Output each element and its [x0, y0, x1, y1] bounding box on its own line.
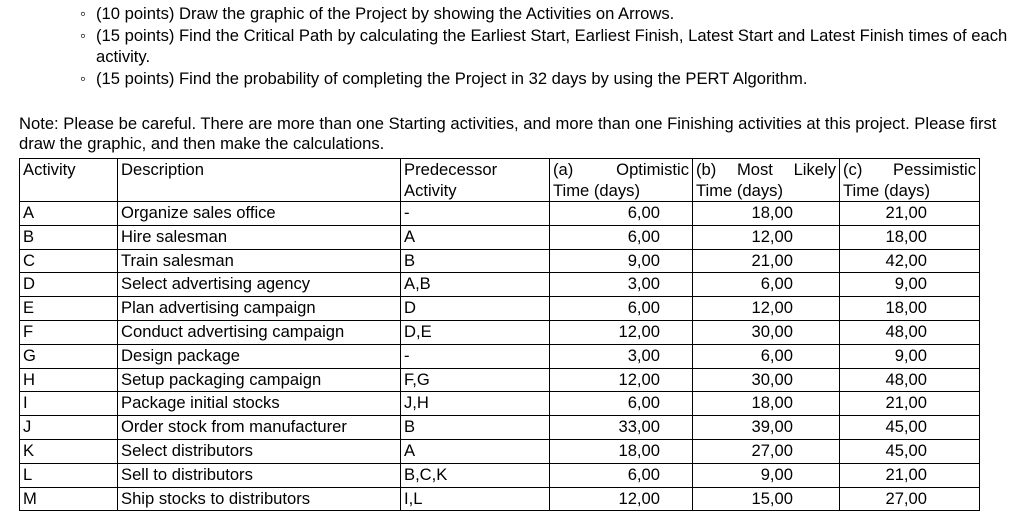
cell-description: Select distributors	[118, 439, 401, 463]
table-row	[20, 368, 980, 392]
bullet-icon: ◦	[80, 4, 86, 23]
cell-optimistic: 12,00	[550, 368, 693, 392]
table-row	[20, 487, 980, 511]
table-row	[20, 225, 980, 249]
cell-pessimistic: 9,00	[840, 273, 980, 297]
cell-pessimistic: 45,00	[840, 416, 980, 440]
cell-description: Sell to distributors	[118, 463, 401, 487]
header-predecessor: Predecessor Activity	[401, 159, 550, 202]
cell-activity: I	[20, 392, 118, 416]
table-row	[20, 392, 980, 416]
note-text: Note: Please be careful. There are more than one Starting activities, and more than one Finishing activities at this project. Please first draw the graphic, and then make the calculations.	[19, 114, 997, 153]
cell-description: Train salesman	[118, 249, 401, 273]
cell-description: Plan advertising campaign	[118, 297, 401, 321]
cell-description: Ship stocks to distributors	[118, 487, 401, 511]
cell-activity: E	[20, 297, 118, 321]
cell-optimistic: 33,00	[550, 416, 693, 440]
cell-optimistic: 6,00	[550, 463, 693, 487]
cell-optimistic: 6,00	[550, 225, 693, 249]
cell-optimistic: 6,00	[550, 392, 693, 416]
cell-optimistic: 9,00	[550, 249, 693, 273]
cell-pessimistic: 18,00	[840, 297, 980, 321]
cell-pessimistic: 21,00	[840, 463, 980, 487]
cell-pessimistic: 27,00	[840, 487, 980, 511]
cell-most-likely: 6,00	[693, 273, 840, 297]
cell-optimistic: 6,00	[550, 297, 693, 321]
cell-predecessor: -	[401, 344, 550, 368]
cell-optimistic: 3,00	[550, 344, 693, 368]
cell-optimistic: 18,00	[550, 439, 693, 463]
table-row	[20, 416, 980, 440]
cell-description: Organize sales office	[118, 202, 401, 226]
table-row	[20, 439, 980, 463]
cell-description: Hire salesman	[118, 225, 401, 249]
cell-pessimistic: 45,00	[840, 439, 980, 463]
cell-most-likely: 18,00	[693, 202, 840, 226]
cell-activity: B	[20, 225, 118, 249]
task-item: ◦ (15 points) Find the probability of completing the Project in 32 days by using the PERT Algorithm.	[80, 68, 808, 88]
cell-most-likely: 39,00	[693, 416, 840, 440]
cell-most-likely: 30,00	[693, 320, 840, 344]
cell-pessimistic: 21,00	[840, 392, 980, 416]
cell-activity: H	[20, 368, 118, 392]
cell-activity: D	[20, 273, 118, 297]
table-row	[20, 249, 980, 273]
cell-activity: F	[20, 320, 118, 344]
cell-most-likely: 27,00	[693, 439, 840, 463]
cell-pessimistic: 18,00	[840, 225, 980, 249]
cell-activity: G	[20, 344, 118, 368]
cell-optimistic: 12,00	[550, 487, 693, 511]
cell-predecessor: J,H	[401, 392, 550, 416]
table-header-row	[20, 159, 980, 202]
cell-most-likely: 18,00	[693, 392, 840, 416]
cell-predecessor: D,E	[401, 320, 550, 344]
header-most-likely: (b) Most Likely Time (days)	[693, 159, 840, 202]
cell-description: Order stock from manufacturer	[118, 416, 401, 440]
table-row	[20, 202, 980, 226]
table-row	[20, 344, 980, 368]
cell-most-likely: 12,00	[693, 225, 840, 249]
cell-predecessor: B	[401, 249, 550, 273]
cell-most-likely: 6,00	[693, 344, 840, 368]
cell-predecessor: A	[401, 439, 550, 463]
cell-predecessor: I,L	[401, 487, 550, 511]
cell-pessimistic: 9,00	[840, 344, 980, 368]
cell-predecessor: B,C,K	[401, 463, 550, 487]
cell-description: Select advertising agency	[118, 273, 401, 297]
table-row	[20, 463, 980, 487]
cell-description: Design package	[118, 344, 401, 368]
cell-pessimistic: 48,00	[840, 368, 980, 392]
cell-pessimistic: 21,00	[840, 202, 980, 226]
task-item: ◦ (10 points) Draw the graphic of the Project by showing the Activities on Arrows.	[80, 4, 675, 23]
task-item: ◦ (15 points) Find the Critical Path by calculating the Earliest Start, Earliest Finish, Latest Start and Latest Finish times of each activity.	[80, 25, 1008, 66]
header-description: Description	[118, 159, 401, 202]
cell-description: Package initial stocks	[118, 392, 401, 416]
cell-description: Conduct advertising campaign	[118, 320, 401, 344]
cell-optimistic: 12,00	[550, 320, 693, 344]
cell-activity: C	[20, 249, 118, 273]
header-pessimistic: (c) Pessimistic Time (days)	[840, 159, 980, 202]
cell-predecessor: -	[401, 202, 550, 226]
header-optimistic: (a) Optimistic Time (days)	[550, 159, 693, 202]
header-activity: Activity	[20, 159, 118, 202]
cell-activity: K	[20, 439, 118, 463]
table-row	[20, 297, 980, 321]
cell-activity: A	[20, 202, 118, 226]
cell-predecessor: F,G	[401, 368, 550, 392]
cell-predecessor: A	[401, 225, 550, 249]
cell-most-likely: 15,00	[693, 487, 840, 511]
bullet-icon: ◦	[80, 68, 86, 88]
bullet-icon: ◦	[80, 25, 86, 45]
cell-most-likely: 30,00	[693, 368, 840, 392]
cell-optimistic: 6,00	[550, 202, 693, 226]
table-body	[20, 202, 980, 511]
cell-predecessor: A,B	[401, 273, 550, 297]
activity-table	[19, 158, 980, 511]
cell-activity: L	[20, 463, 118, 487]
cell-pessimistic: 48,00	[840, 320, 980, 344]
cell-most-likely: 9,00	[693, 463, 840, 487]
table-row	[20, 320, 980, 344]
cell-predecessor: B	[401, 416, 550, 440]
cell-most-likely: 12,00	[693, 297, 840, 321]
task-list	[0, 3, 1021, 89]
cell-activity: J	[20, 416, 118, 440]
cell-description: Setup packaging campaign	[118, 368, 401, 392]
cell-most-likely: 21,00	[693, 249, 840, 273]
cell-activity: M	[20, 487, 118, 511]
cell-pessimistic: 42,00	[840, 249, 980, 273]
cell-optimistic: 3,00	[550, 273, 693, 297]
table-row	[20, 273, 980, 297]
cell-predecessor: D	[401, 297, 550, 321]
